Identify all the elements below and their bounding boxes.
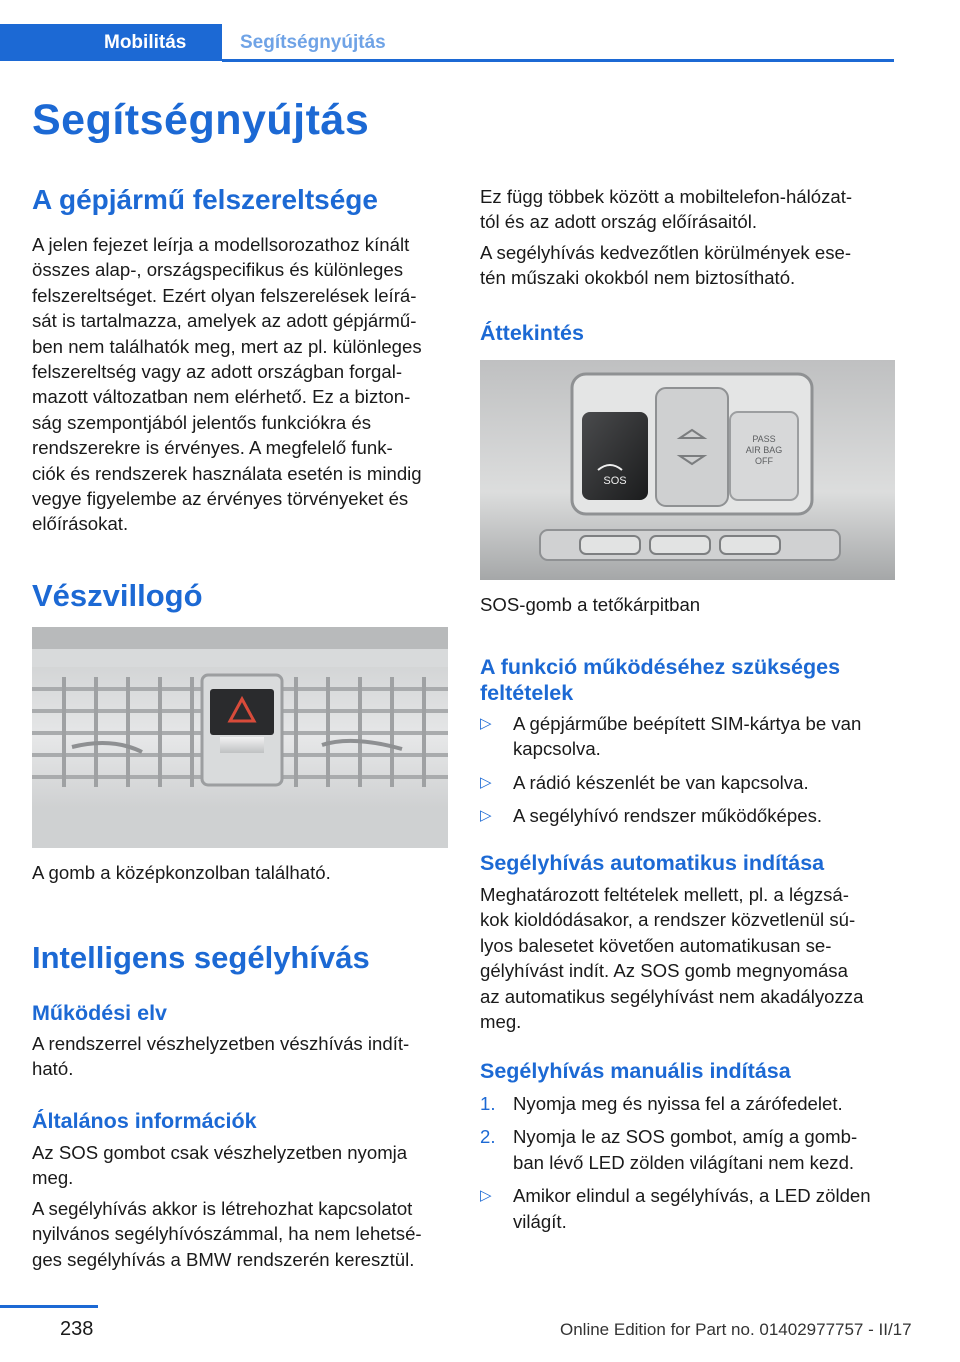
list-item: 2. Nyomja le az SOS gombot, amíg a gomb- ban lévő LED zölden világítani nem kezd.: [480, 1126, 858, 1173]
requirements-heading: A funkció működéséhez szükséges feltételek: [480, 655, 841, 705]
sos-button-photo: [480, 360, 895, 580]
manual-steps: [480, 1091, 900, 1242]
list-item: ▷ A rádió készenlét be van kapcsolva.: [480, 770, 900, 795]
step-number: 1.: [480, 1093, 496, 1114]
tab-segitsegnyujtas[interactable]: Segítségnyújtás: [240, 32, 386, 53]
general-body-1: Az SOS gombot csak vészhelyzetben nyomja meg.: [32, 1142, 408, 1189]
equipment-body: A jelen fejezet leírja a modellsorozathoz kínált összes alap-, országspecifikus és különleges felszereltséget. Ezért olyan felszerelések leírá- sát is tartalmazza, amelyek az adott gépjármű- ben nem találhatók meg, mert az pl. különleges felszereltség vagy az adott országban forgal- mazott változatban nem elérhető. Ez a bizton- ság szempontjából jelentős funkciókra és rendszerekre is érvényes. A megfelelő funk- ciók és rendszerek használata esetén is mindig vegye figyelembe az érvényes törvényeket és előírásokat.: [32, 234, 422, 535]
airbag-label: AIR BAG: [745, 445, 783, 455]
intro-body-2: A segélyhívás kedvezőtlen körülmények ese- tén műszaki okokból nem biztosítható.: [480, 242, 852, 289]
hazard-heading: Vészvillogó: [32, 578, 203, 613]
list-item: ▷ A segélyhívó rendszer működőképes.: [480, 803, 900, 828]
principle-body: A rendszerrel vészhelyzetben vészhívás indít- ható.: [32, 1033, 410, 1080]
overview-heading: Áttekintés: [480, 321, 584, 345]
triangle-bullet-icon: ▷: [480, 807, 492, 825]
hazard-button-photo: [32, 627, 448, 848]
tab-mobilitas[interactable]: Mobilitás: [104, 32, 187, 53]
equipment-heading: A gépjármű felszereltsége: [32, 184, 378, 215]
triangle-bullet-icon: ▷: [480, 773, 492, 791]
triangle-bullet-icon: ▷: [480, 1187, 492, 1205]
page-number: 238: [60, 1318, 94, 1340]
list-item: 1. Nyomja meg és nyissa fel a zárófedelet.: [480, 1091, 900, 1116]
step-number: 2.: [480, 1126, 496, 1148]
list-item: ▷ A gépjárműbe beépített SIM-kártya be van kapcsolva.: [480, 713, 862, 760]
intro-body-1: Ez függ többek között a mobiltelefon-hálózat- tól és az adott ország előírásaitól.: [480, 186, 853, 233]
auto-body: Meghatározott feltételek mellett, pl. a légzsá- kok kioldódásakor, a rendszer közvetlenül sú- lyos balesetet követően automatikusan se- gélyhívást indít. Az SOS gomb megnyomása az automatikus segélyhívást nem akadályozza meg.: [480, 884, 864, 1033]
intelligent-heading: Intelligens segélyhívás: [32, 940, 370, 975]
requirements-list: [480, 711, 900, 837]
overview-caption: SOS-gomb a tetőkárpitban: [480, 594, 701, 615]
hazard-caption: A gomb a középkonzolban található.: [32, 862, 331, 883]
manual-heading: Segélyhívás manuális indítása: [480, 1059, 791, 1083]
auto-heading: Segélyhívás automatikus indítása: [480, 851, 825, 875]
chapter-title: Segítségnyújtás: [32, 96, 370, 144]
off-label: OFF: [755, 456, 773, 466]
general-heading: Általános információk: [32, 1109, 257, 1133]
pass-label: PASS: [752, 434, 776, 444]
general-body-2: A segélyhívás akkor is létrehozhat kapcsolatot nyilvános segélyhívószámmal, ha nem lehetsé- ges segélyhívás a BMW rendszerén keresztül.: [32, 1198, 422, 1270]
sos-label: SOS: [603, 475, 627, 487]
principle-heading: Működési elv: [32, 1001, 168, 1025]
footer-rule: [0, 1305, 98, 1308]
edition-text: Online Edition for Part no. 01402977757 - II/17: [560, 1320, 912, 1339]
list-item: ▷ Amikor elindul a segélyhívás, a LED zölden világít.: [480, 1185, 871, 1232]
triangle-bullet-icon: ▷: [480, 715, 492, 732]
